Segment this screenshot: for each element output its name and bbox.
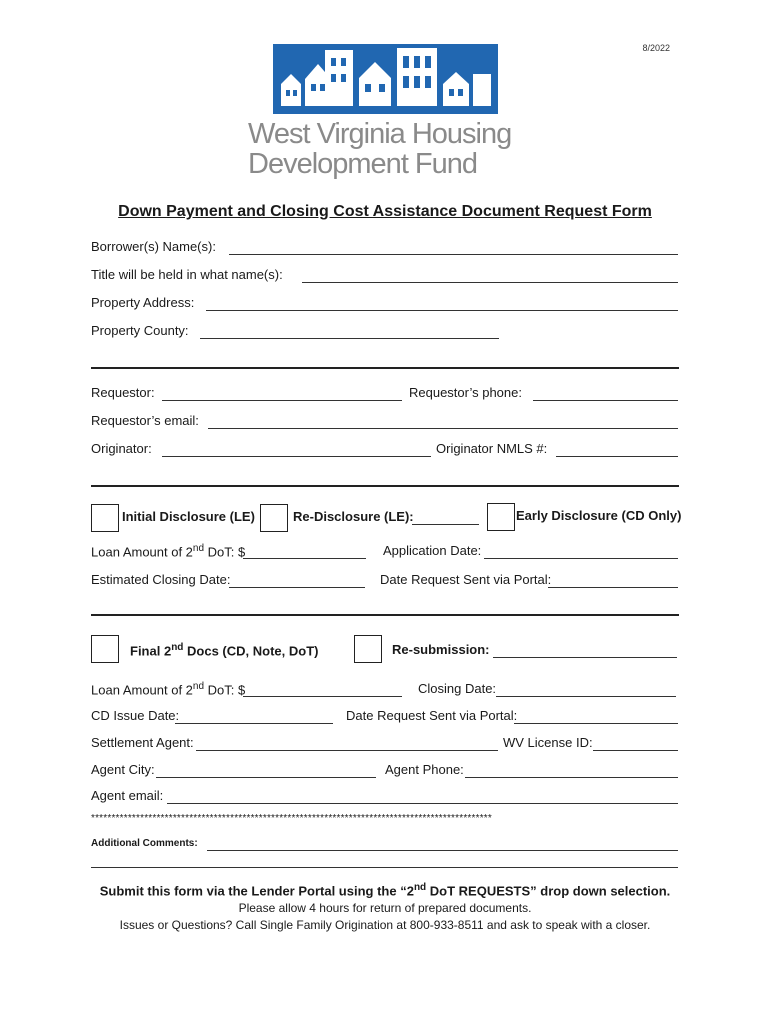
resubmission-checkbox[interactable] <box>354 635 382 663</box>
originator-nmls-label: Originator NMLS #: <box>436 441 548 456</box>
divider <box>91 614 679 616</box>
additional-comments-line-2[interactable] <box>91 866 678 868</box>
loan-amount-input[interactable] <box>243 557 366 559</box>
requestor-input[interactable] <box>162 399 402 401</box>
additional-comments-input[interactable] <box>207 849 678 851</box>
agent-email-label: Agent email: <box>91 788 164 803</box>
application-date-label: Application Date: <box>383 543 482 558</box>
initial-disclosure-checkbox[interactable] <box>91 504 119 532</box>
agent-city-input[interactable] <box>156 776 376 778</box>
logo-text-line2: Development Fund <box>248 148 478 180</box>
early-disclosure-label: Early Disclosure (CD Only) <box>516 508 682 523</box>
application-date-input[interactable] <box>484 557 678 559</box>
borrower-input[interactable] <box>229 253 678 255</box>
property-county-label: Property County: <box>91 323 189 338</box>
date-request-2-label: Date Request Sent via Portal: <box>346 708 518 723</box>
requestor-phone-label: Requestor’s phone: <box>409 385 522 400</box>
property-county-input[interactable] <box>200 337 499 339</box>
title-held-label: Title will be held in what name(s): <box>91 267 283 282</box>
originator-nmls-input[interactable] <box>556 455 678 457</box>
requestor-email-input[interactable] <box>208 427 678 429</box>
initial-disclosure-label: Initial Disclosure (LE) <box>122 509 255 524</box>
cd-issue-label: CD Issue Date: <box>91 708 180 723</box>
settlement-agent-label: Settlement Agent: <box>91 735 194 750</box>
logo-text-line1: West Virginia Housing <box>248 118 512 150</box>
date-request-label: Date Request Sent via Portal: <box>380 572 552 587</box>
form-date: 8/2022 <box>642 43 670 53</box>
wv-license-label: WV License ID: <box>503 735 593 750</box>
date-request-2-input[interactable] <box>514 722 678 724</box>
wvhdf-logo <box>248 44 528 184</box>
resubmission-input[interactable] <box>493 656 677 658</box>
stars-separator: ************************************************************************************************** <box>91 813 492 824</box>
divider <box>91 367 679 369</box>
final-docs-checkbox[interactable] <box>91 635 119 663</box>
requestor-email-label: Requestor’s email: <box>91 413 199 428</box>
estimated-closing-label: Estimated Closing Date: <box>91 572 231 587</box>
title-held-input[interactable] <box>302 281 678 283</box>
agent-phone-input[interactable] <box>465 776 678 778</box>
divider <box>91 485 679 487</box>
wv-license-input[interactable] <box>593 749 678 751</box>
resubmission-label: Re-submission: <box>392 642 490 657</box>
originator-label: Originator: <box>91 441 152 456</box>
submit-instructions: Submit this form via the Lender Portal using the “2nd DoT REQUESTS” drop down selection. <box>99 882 671 899</box>
redisclosure-label: Re-Disclosure (LE): <box>293 509 414 524</box>
closing-date-label: Closing Date: <box>418 681 497 696</box>
houses-icon <box>273 44 498 114</box>
requestor-label: Requestor: <box>91 385 155 400</box>
redisclosure-input[interactable] <box>412 523 479 525</box>
agent-city-label: Agent City: <box>91 762 155 777</box>
issues-note: Issues or Questions? Call Single Family Origination at 800-933-8511 and ask to speak with a closer. <box>119 918 651 932</box>
additional-comments-label: Additional Comments: <box>91 838 198 849</box>
early-disclosure-checkbox[interactable] <box>487 503 515 531</box>
borrower-label: Borrower(s) Name(s): <box>91 239 216 254</box>
property-address-label: Property Address: <box>91 295 195 310</box>
requestor-phone-input[interactable] <box>533 399 678 401</box>
originator-input[interactable] <box>162 455 431 457</box>
loan-amount-label: Loan Amount of 2nd DoT: $ <box>91 543 246 560</box>
settlement-agent-input[interactable] <box>196 749 498 751</box>
estimated-closing-input[interactable] <box>229 586 365 588</box>
loan-amount-2-input[interactable] <box>243 695 402 697</box>
redisclosure-checkbox[interactable] <box>260 504 288 532</box>
cd-issue-input[interactable] <box>175 722 333 724</box>
property-address-input[interactable] <box>206 309 678 311</box>
closing-date-input[interactable] <box>496 695 676 697</box>
agent-phone-label: Agent Phone: <box>385 762 464 777</box>
date-request-input[interactable] <box>548 586 678 588</box>
agent-email-input[interactable] <box>167 802 678 804</box>
form-title: Down Payment and Closing Cost Assistance Document Request Form <box>118 203 652 220</box>
allow-hours-note: Please allow 4 hours for return of prepared documents. <box>238 901 532 915</box>
final-docs-label: Final 2nd Docs (CD, Note, DoT) <box>130 642 319 659</box>
loan-amount-2-label: Loan Amount of 2nd DoT: $ <box>91 681 246 698</box>
